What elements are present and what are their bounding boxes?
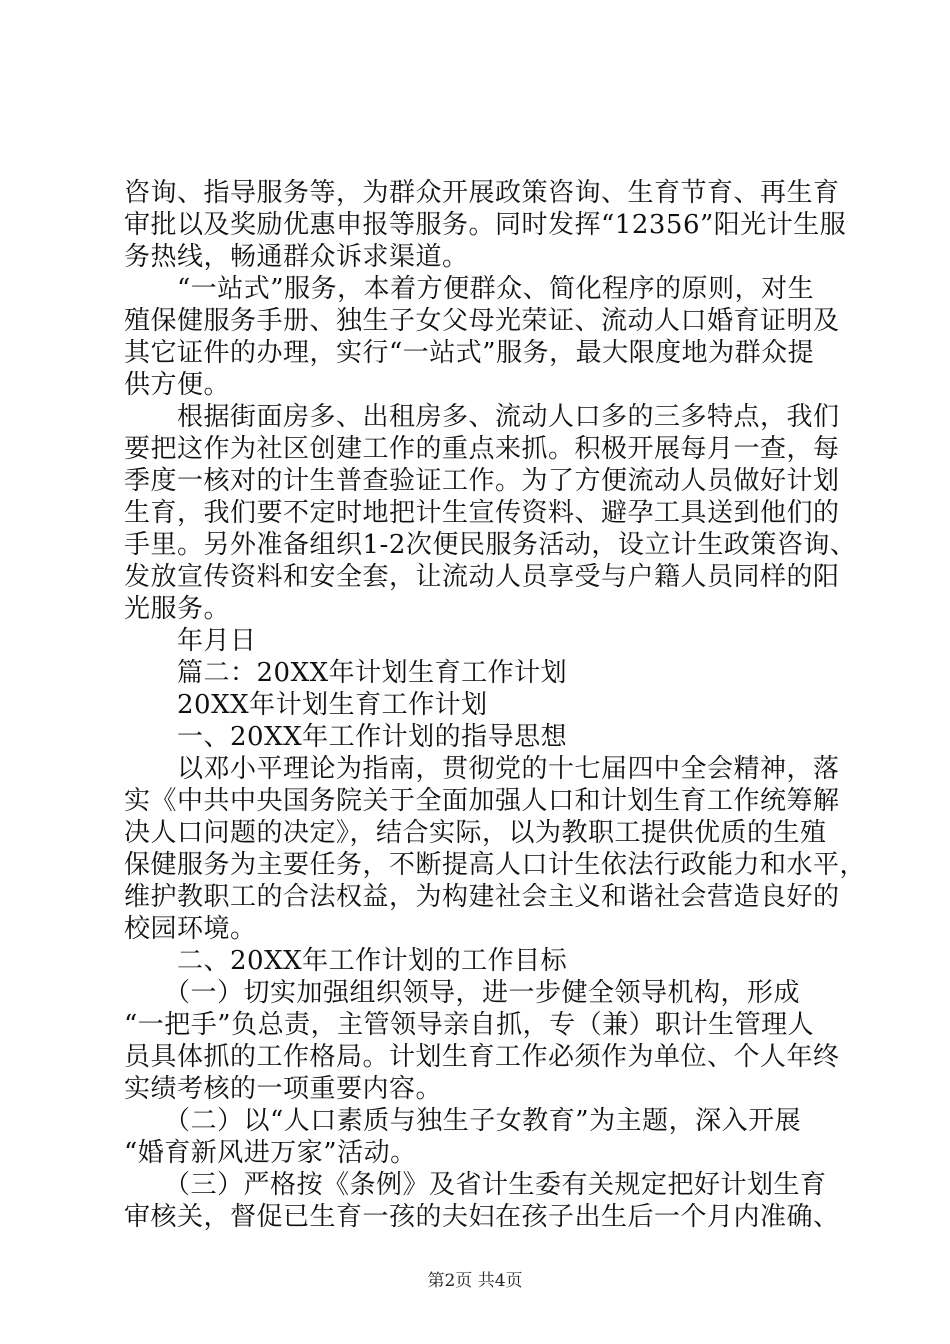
- section-heading: 篇二：20XX年计划生育工作计划: [124, 658, 568, 688]
- body-line: 审批以及奖励优惠申报等服务。同时发挥“12356”阳光计生服: [124, 210, 847, 240]
- body-line: 校园环境。: [124, 914, 257, 944]
- body-line: 要把这作为社区创建工作的重点来抓。积极开展每月一查，每: [124, 434, 840, 464]
- document-title: 20XX年计划生育工作计划: [124, 690, 488, 720]
- page-footer: [0, 1270, 950, 1292]
- body-line: 光服务。: [124, 594, 231, 624]
- body-line: “婚育新风进万家”活动。: [124, 1138, 417, 1168]
- section-heading: 一、20XX年工作计划的指导思想: [124, 722, 568, 752]
- body-line: 以邓小平理论为指南，贯彻党的十七届四中全会精神，落: [124, 754, 840, 784]
- body-line: （三）严格按《条例》及省计生委有关规定把好计划生育: [124, 1170, 827, 1200]
- body-line: 季度一核对的计生普查验证工作。为了方便流动人员做好计划: [124, 466, 840, 496]
- body-line: 务热线，畅通群众诉求渠道。: [124, 242, 469, 272]
- body-line: 维护教职工的合法权益，为构建社会主义和谐社会营造良好的: [124, 882, 840, 912]
- body-line: 发放宣传资料和安全套，让流动人员享受与户籍人员同样的阳: [124, 562, 840, 592]
- body-line: 供方便。: [124, 370, 231, 400]
- section-heading: 二、20XX年工作计划的工作目标: [124, 946, 568, 976]
- body-line: “一站式”服务，本着方便群众、简化程序的原则，对生: [124, 274, 815, 304]
- body-line: 殖保健服务手册、独生子女父母光荣证、流动人口婚育证明及: [124, 306, 840, 336]
- body-line: 手里。另外准备组织1-2次便民服务活动，设立计生政策咨询、: [124, 530, 857, 560]
- page-number: 第2页 共4页: [427, 1271, 523, 1291]
- body-line: （二）以“人口素质与独生子女教育”为主题，深入开展: [124, 1106, 802, 1136]
- body-line: （一）切实加强组织领导，进一步健全领导机构，形成: [124, 978, 801, 1008]
- body-line: 实《中共中央国务院关于全面加强人口和计划生育工作统筹解: [124, 786, 840, 816]
- body-line: 年月日: [124, 626, 257, 656]
- body-line: 根据街面房多、出租房多、流动人口多的三多特点，我们: [124, 402, 840, 432]
- body-line: 审核关，督促已生育一孩的夫妇在孩子出生后一个月内准确、: [124, 1202, 840, 1232]
- body-line: 保健服务为主要任务，不断提高人口计生依法行政能力和水平，: [124, 850, 867, 880]
- body-line: 咨询、指导服务等，为群众开展政策咨询、生育节育、再生育: [124, 178, 840, 208]
- body-line: 其它证件的办理，实行“一站式”服务，最大限度地为群众提: [124, 338, 815, 368]
- body-line: 生育，我们要不定时地把计生宣传资料、避孕工具送到他们的: [124, 498, 840, 528]
- body-line: 决人口问题的决定》，结合实际，以为教职工提供优质的生殖: [124, 818, 827, 848]
- body-line: 员具体抓的工作格局。计划生育工作必须作为单位、个人年终: [124, 1042, 840, 1072]
- body-line: 实绩考核的一项重要内容。: [124, 1074, 443, 1104]
- body-line: “一把手”负总责，主管领导亲自抓，专（兼）职计生管理人: [124, 1010, 815, 1040]
